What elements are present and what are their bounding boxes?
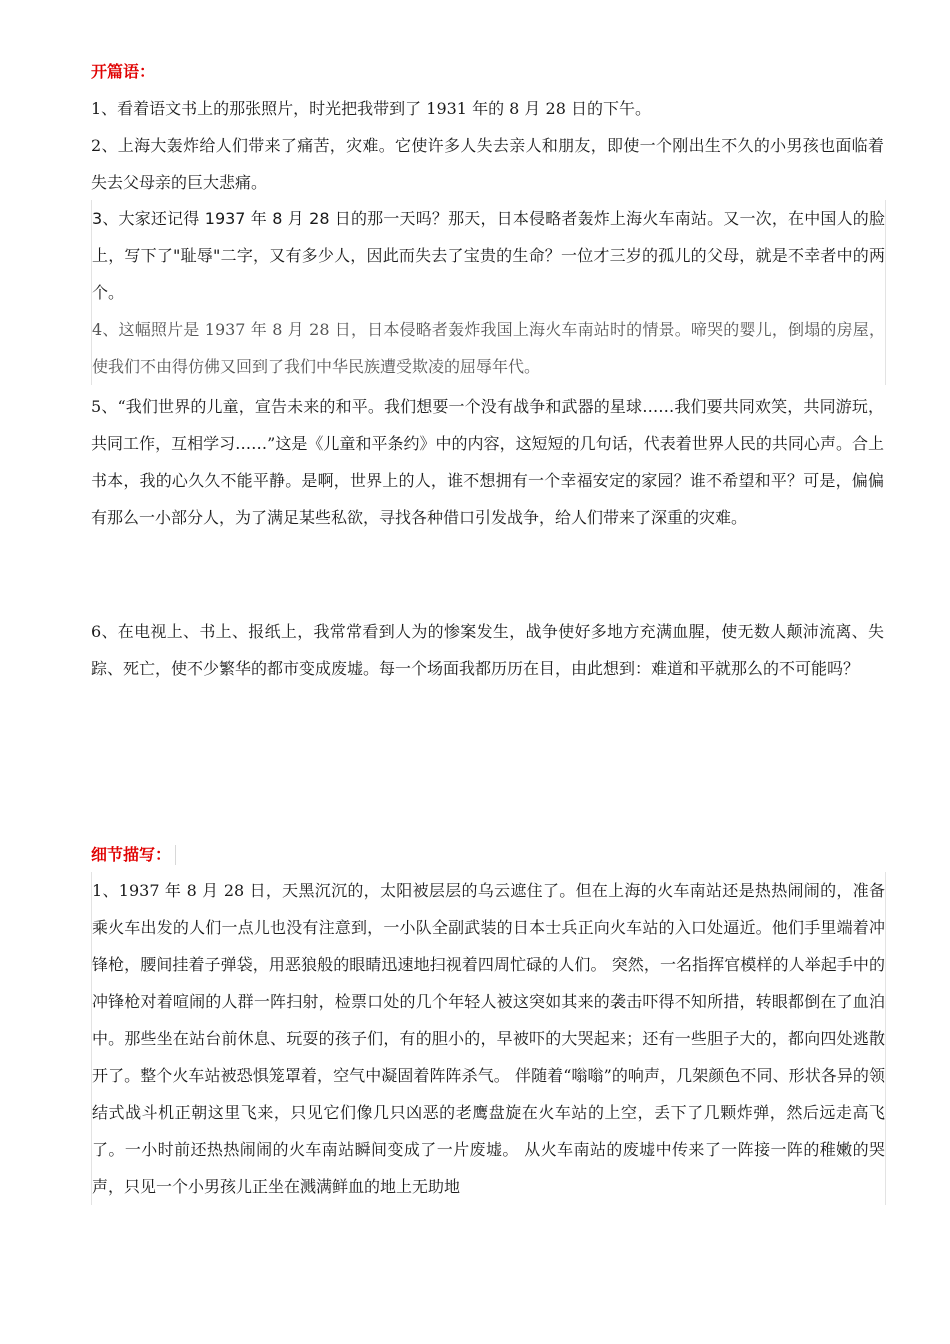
paragraph-opening-3: 3、大家还记得 1937 年 8 月 28 日的那一天吗？那天，日本侵略者轰炸上海火车南站。又一次，在中国人的脸上，写下了"耻辱"二字，又有多少人，因此而失去了宝贵的生命？一位才三岁的孤儿的父母，就是不幸者中的两个。 <box>91 200 886 311</box>
paragraph-detail-1: 1、1937 年 8 月 28 日，天黑沉沉的，太阳被层层的乌云遮住了。但在上海的火车南站还是热热闹闹的，准备乘火车出发的人们一点儿也没有注意到，一小队全副武装的日本士兵正向火车站的入口处逼近。他们手里端着冲锋枪，腰间挂着子弹袋，用恶狼般的眼睛迅速地扫视着四周忙碌的人们。 突然，一名指挥官模样的人举起手中的冲锋枪对着喧闹的人群一阵扫射，检票口处的几个年轻人被这突如其来的袭击吓得不知所措，转眼都倒在了血泊中。那些坐在站台前休息、玩耍的孩子们，有的胆小的，早被吓的大哭起来；还有一些胆子大的，都向四处逃散开了。整个火车站被恐惧笼罩着，空气中凝固着阵阵杀气。 伴随着“嗡嗡”的响声，几架颜色不同、形状各异的领结式战斗机正朝这里飞来，只见它们像几只凶恶的老鹰盘旋在火车站的上空，丢下了几颗炸弹，然后远走高飞了。一小时前还热热闹闹的火车南站瞬间变成了一片废墟。 从火车南站的废墟中传来了一阵接一阵的稚嫩的哭声，只见一个小男孩儿正坐在溅满鲜血的地上无助地 <box>91 872 886 1205</box>
section-heading-opening <box>91 62 155 82</box>
paragraph-opening-4: 4、这幅照片是 1937 年 8 月 28 日，日本侵略者轰炸我国上海火车南站时的情景。啼哭的婴儿，倒塌的房屋，使我们不由得仿佛又回到了我们中华民族遭受欺凌的屈辱年代。 <box>91 311 886 385</box>
heading-text: 开篇语： <box>91 62 156 81</box>
paragraph-opening-2: 2、上海大轰炸给人们带来了痛苦，灾难。它使许多人失去亲人和朋友，即使一个刚出生不久的小男孩也面临着失去父母亲的巨大悲痛。 <box>91 136 884 192</box>
paragraph-opening-6: 6、在电视上、书上、报纸上，我常常看到人为的惨案发生，战争使好多地方充满血腥，使无数人颠沛流离、失踪、死亡，使不少繁华的都市变成废墟。每一个场面我都历历在目，由此想到：难道和平就那么的不可能吗？ <box>91 622 884 678</box>
paragraph-opening-5: 5、“我们世界的儿童，宣告未来的和平。我们想要一个没有战争和武器的星球……我们要共同欢笑，共同游玩，共同工作，互相学习……”这是《儿童和平条约》中的内容，这短短的几句话，代表着世界人民的共同心声。合上书本，我的心久久不能平静。是啊，世界上的人，谁不想拥有一个幸福安定的家园？谁不希望和平？可是，偏偏有那么一小部分人，为了满足某些私欲，寻找各种借口引发战争，给人们带来了深重的灾难。 <box>91 397 884 527</box>
section-heading-detail <box>91 845 176 865</box>
paragraph-opening-1: 1、看着语文书上的那张照片，时光把我带到了 1931 年的 8 月 28 日的下午。 <box>91 99 651 118</box>
heading-text: 细节描写： <box>91 845 172 864</box>
divider <box>175 845 176 865</box>
